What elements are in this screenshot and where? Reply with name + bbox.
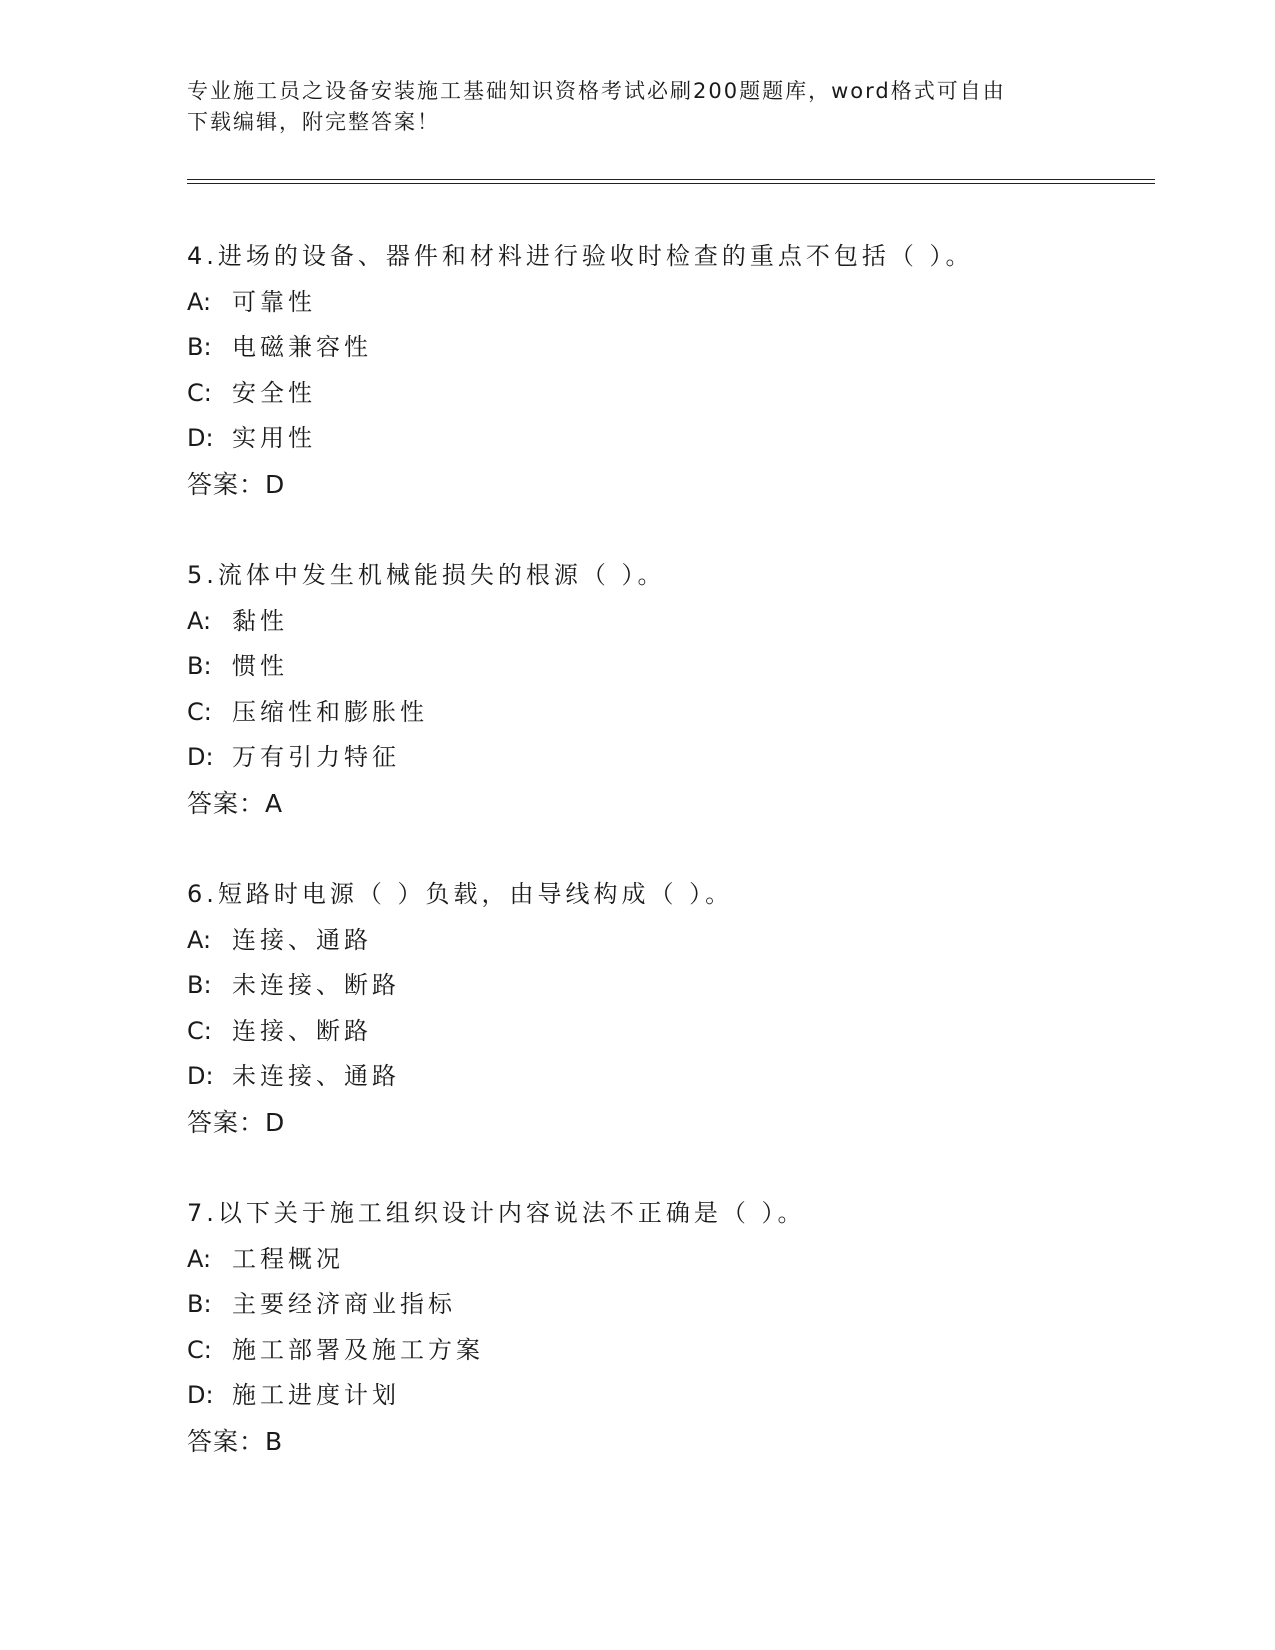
option-label: B: — [187, 1290, 212, 1318]
answer: 答案：B — [187, 1426, 284, 1456]
option-a — [187, 1237, 1147, 1283]
option-b — [187, 963, 1147, 1009]
option-d — [187, 1054, 1147, 1100]
option-label: B: — [187, 333, 212, 361]
option-label: A: — [187, 606, 212, 635]
option-b — [187, 644, 1147, 690]
option-d — [187, 735, 1147, 781]
option-text: 可靠性 — [232, 287, 316, 316]
option-text: 压缩性和膨胀性 — [232, 697, 428, 726]
question-stem: 4.进场的设备、器件和材料进行验收时检查的重点不包括（ ）。 — [187, 242, 974, 270]
option-d — [187, 416, 1147, 462]
option-a — [187, 280, 1147, 326]
option-label: B: — [187, 652, 212, 680]
header-line-2: 下载编辑，附完整答案！ — [187, 110, 440, 134]
option-label: D: — [187, 1062, 214, 1090]
option-label: C: — [187, 1335, 212, 1364]
option-text: 施工进度计划 — [232, 1381, 400, 1409]
option-text: 连接、通路 — [232, 925, 372, 954]
option-text: 主要经济商业指标 — [232, 1290, 456, 1318]
option-text: 实用性 — [232, 424, 316, 452]
option-a — [187, 599, 1147, 645]
option-label: D: — [187, 424, 214, 452]
question-7 — [187, 1191, 1147, 1464]
header-divider-top — [187, 179, 1155, 180]
option-label: A: — [187, 1244, 212, 1273]
option-label: A: — [187, 287, 212, 316]
question-stem: 7.以下关于施工组织设计内容说法不正确是（ ）。 — [187, 1199, 806, 1227]
option-text: 电磁兼容性 — [232, 333, 372, 361]
option-label: C: — [187, 1016, 212, 1045]
answer: 答案：A — [187, 788, 284, 818]
answer: 答案：D — [187, 469, 286, 499]
option-label: B: — [187, 971, 212, 999]
header-line-1: 专业施工员之设备安装施工基础知识资格考试必刷200题题库，word格式可自由 — [187, 79, 1006, 103]
option-text: 惯性 — [232, 652, 288, 680]
option-text: 安全性 — [232, 378, 316, 407]
option-c — [187, 690, 1147, 736]
option-c — [187, 1009, 1147, 1055]
option-b — [187, 1282, 1147, 1328]
option-label: D: — [187, 743, 214, 771]
option-text: 黏性 — [232, 606, 288, 635]
option-label: C: — [187, 697, 212, 726]
answer: 答案：D — [187, 1107, 286, 1137]
option-label: C: — [187, 378, 212, 407]
option-label: A: — [187, 925, 212, 954]
option-b — [187, 325, 1147, 371]
document-header — [187, 76, 1067, 138]
question-4 — [187, 234, 1147, 507]
option-text: 未连接、断路 — [232, 971, 400, 999]
option-text: 未连接、通路 — [232, 1062, 400, 1090]
option-c — [187, 371, 1147, 417]
question-stem: 6.短路时电源（ ）负载，由导线构成（ ）。 — [187, 880, 734, 908]
option-text: 施工部署及施工方案 — [232, 1335, 484, 1364]
option-label: D: — [187, 1381, 214, 1409]
option-text: 工程概况 — [232, 1244, 344, 1273]
option-text: 连接、断路 — [232, 1016, 372, 1045]
question-6 — [187, 872, 1147, 1145]
option-text: 万有引力特征 — [232, 743, 400, 771]
question-5 — [187, 553, 1147, 826]
option-d — [187, 1373, 1147, 1419]
option-a — [187, 918, 1147, 964]
header-divider-bottom — [187, 183, 1155, 184]
option-c — [187, 1328, 1147, 1374]
question-stem: 5.流体中发生机械能损失的根源（ ）。 — [187, 561, 666, 589]
